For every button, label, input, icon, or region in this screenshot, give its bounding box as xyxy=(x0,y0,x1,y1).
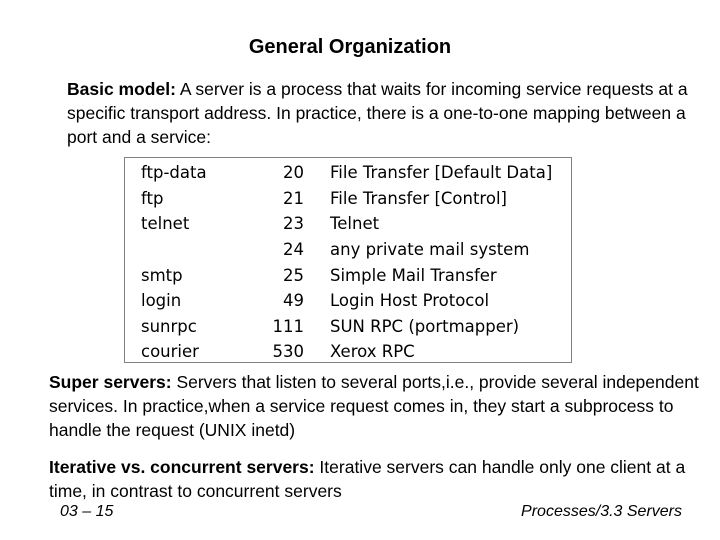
table-row xyxy=(141,262,552,288)
table-row xyxy=(141,237,552,263)
table-row xyxy=(141,186,552,212)
basic-model-text: A server is a process that waits for incoming service requests at a specific transport address. In practice, there is a one-to-one mapping between a port and a service: xyxy=(67,79,688,147)
port-number: 20 xyxy=(283,163,304,183)
port-number: 21 xyxy=(283,188,304,208)
service-name: login xyxy=(141,291,182,311)
service-name: sunrpc xyxy=(141,316,197,336)
table-row xyxy=(141,288,552,314)
table-row xyxy=(141,211,552,237)
super-servers-text: Servers that listen to several ports,i.e., provide several independent services. In practice,when a service request comes in, they start a subprocess to handle the request (UNIX inetd) xyxy=(49,372,699,440)
iterative-servers-label: Iterative vs. concurrent servers: xyxy=(49,457,315,477)
port-number: 111 xyxy=(272,316,304,336)
table-row xyxy=(141,314,552,340)
super-servers-label: Super servers: xyxy=(49,372,172,392)
port-number: 530 xyxy=(272,342,304,362)
service-description: File Transfer [Control] xyxy=(330,188,507,208)
service-description: File Transfer [Default Data] xyxy=(330,163,553,183)
service-name: telnet xyxy=(141,214,190,234)
service-name: ftp-data xyxy=(141,163,207,183)
basic-model-paragraph xyxy=(67,77,697,149)
service-description: any private mail system xyxy=(330,240,530,260)
port-number: 25 xyxy=(283,265,304,285)
slide-number: 03 – 15 xyxy=(60,503,114,520)
port-table xyxy=(141,160,552,365)
iterative-servers-paragraph xyxy=(49,455,709,503)
service-description: Login Host Protocol xyxy=(330,291,490,311)
table-row xyxy=(141,160,552,186)
port-number: 49 xyxy=(283,291,304,311)
service-name xyxy=(141,237,238,263)
port-mapping-table xyxy=(124,157,572,363)
port-number: 24 xyxy=(283,240,304,260)
table-row xyxy=(141,339,552,365)
service-description: Telnet xyxy=(330,214,380,234)
basic-model-label: Basic model: xyxy=(67,79,176,99)
service-name: smtp xyxy=(141,265,183,285)
port-number: 23 xyxy=(283,214,304,234)
service-description: Simple Mail Transfer xyxy=(330,265,497,285)
service-name: ftp xyxy=(141,188,164,208)
service-name: courier xyxy=(141,342,199,362)
iterative-servers-text: Iterative servers can handle only one client at a time, in contrast to concurrent servers xyxy=(49,457,686,501)
service-description: Xerox RPC xyxy=(330,342,415,362)
service-description: SUN RPC (portmapper) xyxy=(330,316,520,336)
section-label: Processes/3.3 Servers xyxy=(521,503,682,520)
slide-title: General Organization xyxy=(248,36,452,58)
super-servers-paragraph xyxy=(49,370,709,442)
